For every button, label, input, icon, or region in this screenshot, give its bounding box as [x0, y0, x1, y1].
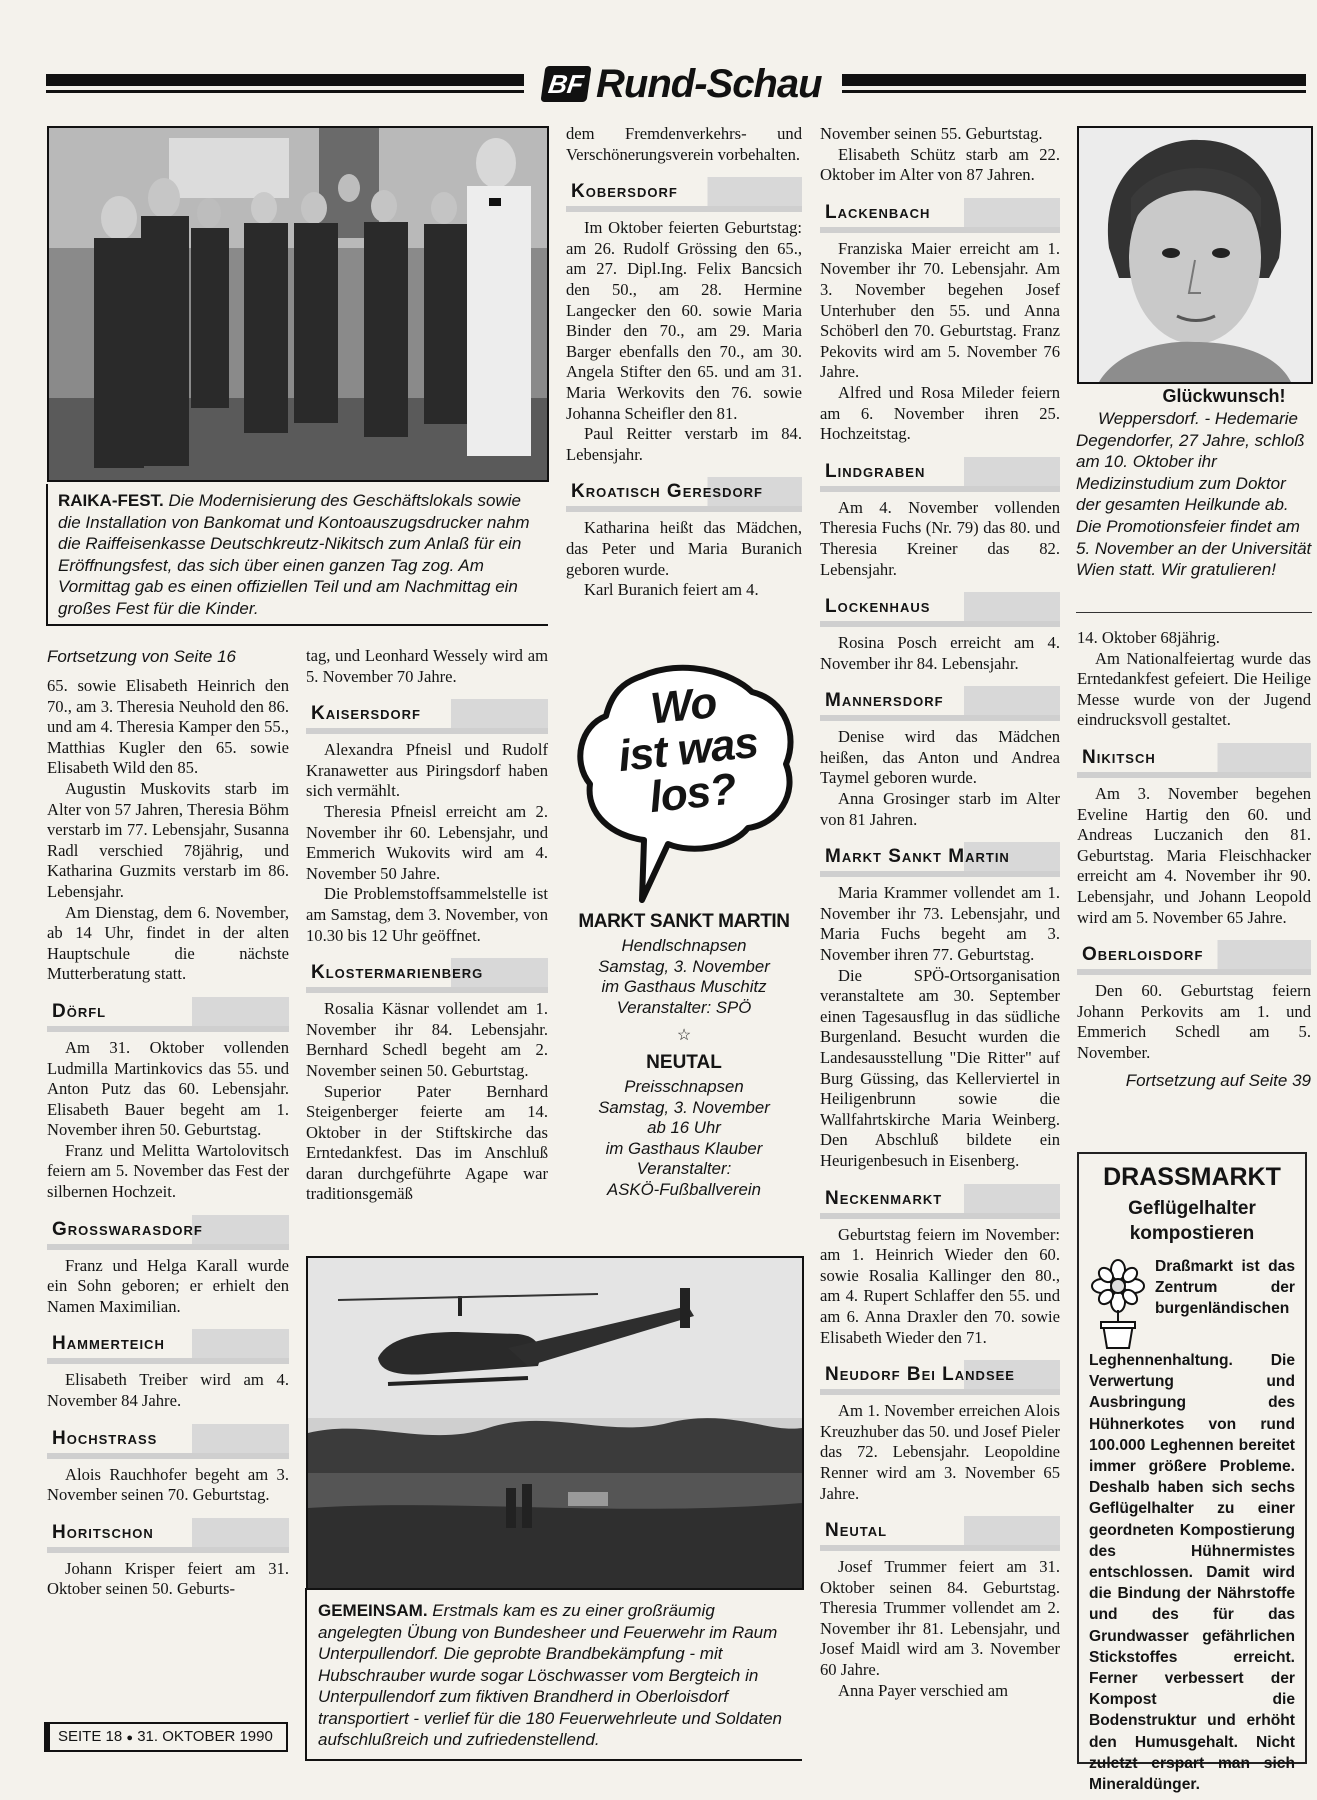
- col2-paragraph: Rosalia Käsnar vollendet am 1. November ihr 84. Lebensjahr. Bernhard Schedl begeht am 2. November seinen 50. Geburtstag.: [306, 999, 548, 1080]
- heading-lackenbach: Lackenbach: [820, 198, 1060, 233]
- col4-paragraph: November seinen 55. Geburtstag.: [820, 124, 1043, 143]
- event-line: im Gasthaus Muschitz: [601, 977, 767, 997]
- col1-paragraph: Augustin Muskovits starb im Alter von 57 Jahren, Theresia Böhm verstarb im 77. Lebensjahr, Susanna Radl verschied 78jährig, und Katharina Guzmits verstarb im 86. Lebensjahr.: [47, 778, 289, 901]
- event-line: Hendlschnapsen: [621, 936, 747, 955]
- portrait-image: [1079, 128, 1311, 382]
- heading-neudorf-bei-landsee: Neudorf Bei Landsee: [820, 1360, 1060, 1395]
- col4-paragraph: Denise wird das Mädchen heißen, das Anton und Andrea Taymel geboren wurde.: [820, 727, 1060, 788]
- footer-bullet: ●: [126, 1732, 134, 1744]
- col5-paragraph: Am 3. November begehen Eveline Hartig den 60. und Andreas Luczanich den 81. Geburtstag. Maria Fleischhacker erreicht am 4. November ihr 90. Lebensjahr, und Johann Leopold wird am 5. November 65 Jahre.: [1077, 783, 1311, 927]
- bf-logo: BF: [540, 66, 591, 102]
- heading-nikitsch: Nikitsch: [1077, 743, 1311, 778]
- helicopter-caption: [318, 1600, 796, 1751]
- issue-date: 31. OKTOBER 1990: [137, 1728, 273, 1745]
- heading-oberloisdorf: Oberloisdorf: [1077, 940, 1311, 975]
- col1-paragraph: Franz und Melitta Wartolovitsch feiern am 5. November das Fest der silbernen Hochzeit.: [47, 1140, 289, 1202]
- col3-paragraph: dem Fremdenverkehrs- und Verschönerungsverein vorbehalten.: [566, 124, 802, 164]
- event-line: Samstag, 3. November: [598, 1097, 770, 1117]
- masthead-rule-left: [46, 74, 524, 86]
- events-list: [566, 910, 802, 1201]
- col4-paragraph: Die SPÖ-Ortsorganisation veranstaltete am 30. September einen Tagesausflug in das südliche Burgenland. Besucht wurden die Landesausstellung "Die Ritter" auf Burg Güssing, das Kellerviertel in Heiligenbrunn sowie die Wallfahrtskirche Maria Weinberg. Den Abschluß bildete ein Heurigenbesuch in Eisenberg.: [820, 965, 1060, 1170]
- col4-paragraph: Am 4. November vollenden Theresia Fuchs (Nr. 79) das 80. und Theresia Kreiner das 82. Lebensjahr.: [820, 497, 1060, 579]
- portrait-box: [1076, 384, 1312, 581]
- raika-caption: [58, 490, 538, 619]
- column-1: [47, 646, 289, 1600]
- raika-photo-image: [49, 128, 547, 480]
- col3-paragraph: Karl Buranich feiert am 4.: [584, 580, 759, 600]
- col4-paragraph: Alfred und Rosa Mileder feiern am 6. November ihren 25. Hochzeitstag.: [820, 382, 1060, 444]
- col1-paragraph: Am 31. Oktober vollenden Ludmilla Martinkovics das 55. und Anton Putz das 60. Lebensjahr. Elisabeth Bauer begeht am 1. November ihren 50. Geburtstag.: [47, 1037, 289, 1140]
- event-line: ASKÖ-Fußballverein: [607, 1179, 761, 1199]
- raika-caption-rule-bottom: [46, 624, 548, 626]
- bubble-line: ist was: [615, 717, 761, 782]
- bubble-line: Wo: [648, 677, 719, 734]
- col2-paragraph: tag, und Leonhard Wessely wird am 5. November 70 Jahre.: [306, 646, 548, 686]
- col5-paragraph: 14. Oktober 68jährig.: [1077, 628, 1220, 647]
- event-line: Preisschnapsen: [624, 1076, 744, 1096]
- col4-paragraph: Anna Grosinger starb im Alter von 81 Jahren.: [820, 789, 1060, 829]
- portrait-photo: [1077, 126, 1313, 384]
- col2-paragraph: Theresia Pfneisl erreicht am 2. November ihr 60. Lebensjahr, und Emmerich Wukovits wird am 4. November 50 Jahre.: [306, 801, 548, 883]
- masthead-rule-right: [842, 74, 1306, 86]
- continued-on: Fortsetzung auf Seite 39: [1125, 1070, 1311, 1090]
- heading-lindgraben: Lindgraben: [820, 457, 1060, 492]
- col1-paragraph: Elisabeth Treiber wird am 4. November 84 Jahre.: [47, 1370, 289, 1411]
- helicopter-caption-text: Erstmals kam es zu einer großräumig angelegten Übung von Bundesheer und Feuerwehr im Raum Unterpullendorf. Die geprobte Brandbekämpfung - mit Hubschrauber wurde sogar Löschwasser vom Bergteich in Unterpullendorf zum fiktiven Brandherd in Oberloisdorf transportiert - verlief für die 180 Feuerwehrleute und Soldaten aufschlußreich und zufriedenstellend.: [318, 1601, 782, 1749]
- col1-paragraph: Franz und Helga Karall wurde ein Sohn geboren; er erhielt den Namen Maximilian.: [47, 1255, 289, 1316]
- col4-paragraph: Rosina Posch erreicht am 4. November ihr 84. Lebensjahr.: [820, 633, 1060, 673]
- heading-hammerteich: Hammerteich: [47, 1329, 289, 1364]
- star-icon: ☆: [676, 1027, 692, 1045]
- heading-grosswarasdorf: Grosswarasdorf: [47, 1215, 289, 1250]
- col5-paragraph: Am Nationalfeiertag wurde das Erntedankfest gefeiert. Die Heilige Messe wurde von der Jugend eindrucksvoll gestaltet.: [1077, 648, 1311, 730]
- section-title: Rund-Schau: [596, 62, 822, 106]
- heading-neckenmarkt: Neckenmarkt: [820, 1184, 1060, 1219]
- drassmarkt-box: [1077, 1152, 1307, 1794]
- event-place: MARKT SANKT MARTIN: [578, 911, 790, 932]
- event-line: Samstag, 3. November: [598, 956, 770, 976]
- col1-paragraph: Am Dienstag, dem 6. November, ab 14 Uhr, findet in der alten Hauptschule die nächste Mutterberatung statt.: [47, 902, 289, 984]
- heading-markt-sankt-martin: Markt Sankt Martin: [820, 842, 1060, 877]
- portrait-rule: [1076, 612, 1312, 613]
- col1-paragraph: Johann Krisper feiert am 31. Oktober seinen 50. Geburts-: [47, 1558, 289, 1599]
- col4-paragraph: Geburtstag feiern im November: am 1. Heinrich Wieder den 60. sowie Rosalia Kallinger den 80., am 4. Rupert Schlaffer den 55. und am 6. Anna Draxler den 70. sowie Elisabeth Wieder den 71.: [820, 1224, 1060, 1347]
- flower-pot-icon: [1087, 1258, 1149, 1350]
- page-footer: [44, 1722, 288, 1752]
- heading-lockenhaus: Lockenhaus: [820, 592, 1060, 627]
- event-line: Veranstalter:: [636, 1159, 732, 1179]
- col2-paragraph: Alexandra Pfneisl und Rudolf Kranawetter aus Piringsdorf haben sich vermählt.: [306, 740, 548, 801]
- raika-caption-lead: RAIKA-FEST.: [58, 491, 164, 510]
- heading-doerfl: Dörfl: [47, 997, 289, 1032]
- column-5: [1077, 628, 1311, 1100]
- col3-paragraph: Katharina heißt das Mädchen, das Peter und Maria Buranich geboren wurde.: [566, 518, 802, 579]
- drassmarkt-subtitle: Geflügelhalter: [1128, 1198, 1256, 1219]
- col2-paragraph: Die Problemstoffsammelstelle ist am Samstag, dem 3. November, von 10.30 bis 12 Uhr geöffnet.: [306, 884, 548, 945]
- bubble-line: los?: [646, 764, 739, 823]
- helicopter-caption-rule: [305, 1588, 307, 1760]
- continued-from: Fortsetzung von Seite 16: [47, 647, 237, 666]
- raika-caption-text: Die Modernisierung des Geschäftslokals sowie die Installation von Bankomat und Kontoauszugsdrucker nahm die Raiffeisenkasse Deutschkreutz-Nikitsch zum Anlaß für ein Eröffnungsfest, das sich über einen ganzen Tag zog. Am Vormittag gab es einen offiziellen Teil und am Nachmittag ein großes Fest für die Kinder.: [58, 491, 530, 618]
- page-number: SEITE 18: [58, 1728, 123, 1745]
- col4-paragraph: Am 1. November erreichen Alois Kreuzhuber das 50. und Josef Pieler das 72. Lebensjahr. Leopoldine Renner wird am 3. November 65 Jahre.: [820, 1401, 1060, 1503]
- event-line: Veranstalter: SPÖ: [616, 997, 752, 1017]
- col4-paragraph: Josef Trummer feiert am 31. Oktober seinen 84. Geburtstag. Theresia Trummer vollendet am 2. November ihr 81. Lebensjahr, und Josef Maidl wird am 3. November 60 Jahre.: [820, 1557, 1060, 1680]
- col4-paragraph: Franziska Maier erreicht am 1. November ihr 70. Lebensjahr. Am 3. November begehen Josef Unterhuber den 55. und Anna Schöberl den 70. Geburtstag. Franz Pekovits wird am 5. November 76 Jahre.: [820, 238, 1060, 382]
- heading-hochstrass: Hochstrass: [47, 1424, 289, 1459]
- event-line: im Gasthaus Klauber: [605, 1138, 763, 1158]
- raika-caption-rule: [46, 484, 48, 626]
- heading-mannersdorf: Mannersdorf: [820, 686, 1060, 721]
- heading-kaisersdorf: Kaisersdorf: [306, 699, 548, 734]
- column-2: [306, 646, 548, 1205]
- col4-paragraph: Anna Payer verschied am: [838, 1680, 1009, 1700]
- col4-paragraph: Maria Krammer vollendet am 1. November ihr 73. Lebensjahr, und Maria Fuchs begeht am 3. November ihren 77. Geburtstag.: [820, 883, 1060, 965]
- bubble-text: [602, 676, 775, 824]
- col2-paragraph: Superior Pater Bernhard Steigenberger feierte am 14. Oktober in der Stiftskirche das Erntedankfest. Das im Anschluß daran durchgeführte Agape war traditionsgemäß: [306, 1081, 548, 1204]
- column-4: [820, 124, 1060, 1701]
- col4-paragraph: Elisabeth Schütz starb am 22. Oktober im Alter von 87 Jahren.: [820, 144, 1060, 185]
- drassmarkt-text: Draßmarkt ist das Zentrum der burgenländischen Leghennenhaltung. Die Verwertung und Ausbringung des Hühnerkotes von rund 100.000 Leghennen bereitet immer größere Probleme. Deshalb haben sich sechs Geflügelhalter zu einer geordneten Kompostierung des Hühnermistes entschlossen. Damit wird die Bindung der Nährstoffe und des für das Grundwasser gefährlichen Stickstoffes erreicht. Ferner verbessert der Kompost die Bodenstruktur und erhöht den Humusgehalt. Nicht zuletzt erspart man sich Mineraldünger.: [1089, 1258, 1295, 1794]
- event-line: ab 16 Uhr: [647, 1118, 721, 1138]
- col3-paragraph: Im Oktober feierten Geburtstag: am 26. Rudolf Grössing den 65., am 27. Dipl.Ing. Felix Bancsich den 50., am 28. Hermine Langecker den 60. sowie Maria Binder den 70., am 29. Maria Barger ebenfalls den 70., am 30. Angela Stifter den 65. und am 31. Maria Werkovits den 76. sowie Johanna Scheifler den 81.: [566, 218, 802, 423]
- col1-paragraph: Alois Rauchhofer begeht am 3. November seinen 70. Geburtstag.: [47, 1464, 289, 1505]
- portrait-title: Glückwunsch!: [1162, 386, 1286, 406]
- heading-neutal: Neutal: [820, 1516, 1060, 1551]
- helicopter-caption-rule-bottom: [305, 1759, 802, 1761]
- helicopter-photo-image: [308, 1258, 802, 1588]
- helicopter-caption-lead: GEMEINSAM.: [318, 1601, 428, 1620]
- col1-paragraph: 65. sowie Elisabeth Heinrich den 70., am 3. Theresia Neuhold den 86. und am 4. Theresia Kamper den 55., Matthias Kugler den 65. sowie Elisabeth Wild den 85.: [47, 676, 289, 778]
- col5-paragraph: Den 60. Geburtstag feiern Johann Perkovits am 1. und Emmerich Schedl am 5. November.: [1077, 981, 1311, 1062]
- heading-kobersdorf: Kobersdorf: [566, 177, 802, 212]
- drassmarkt-subtitle: kompostieren: [1129, 1223, 1255, 1244]
- events-bubble: [572, 664, 798, 904]
- column-3: [566, 124, 802, 601]
- heading-kroatisch-geresdorf: Kroatisch Geresdorf: [566, 477, 802, 512]
- helicopter-photo: [306, 1256, 804, 1590]
- drassmarkt-title: DRASSMARKT: [1103, 1163, 1281, 1191]
- heading-klostermarienberg: Klostermarienberg: [306, 958, 548, 993]
- col3-paragraph: Paul Reitter verstarb im 84. Lebensjahr.: [566, 424, 802, 464]
- portrait-text: Weppersdorf. - Hedemarie Degendorfer, 27 Jahre, schloß am 10. Oktober ihr Medizinstudium zum Doktor der gesamten Heilkunde ab. Die Promotionsfeier findet am 5. November an der Universität Wien statt. Wir gratulieren!: [1076, 409, 1312, 580]
- event-place: NEUTAL: [646, 1051, 722, 1073]
- heading-horitschon: Horitschon: [47, 1518, 289, 1553]
- raika-photo: [47, 126, 549, 482]
